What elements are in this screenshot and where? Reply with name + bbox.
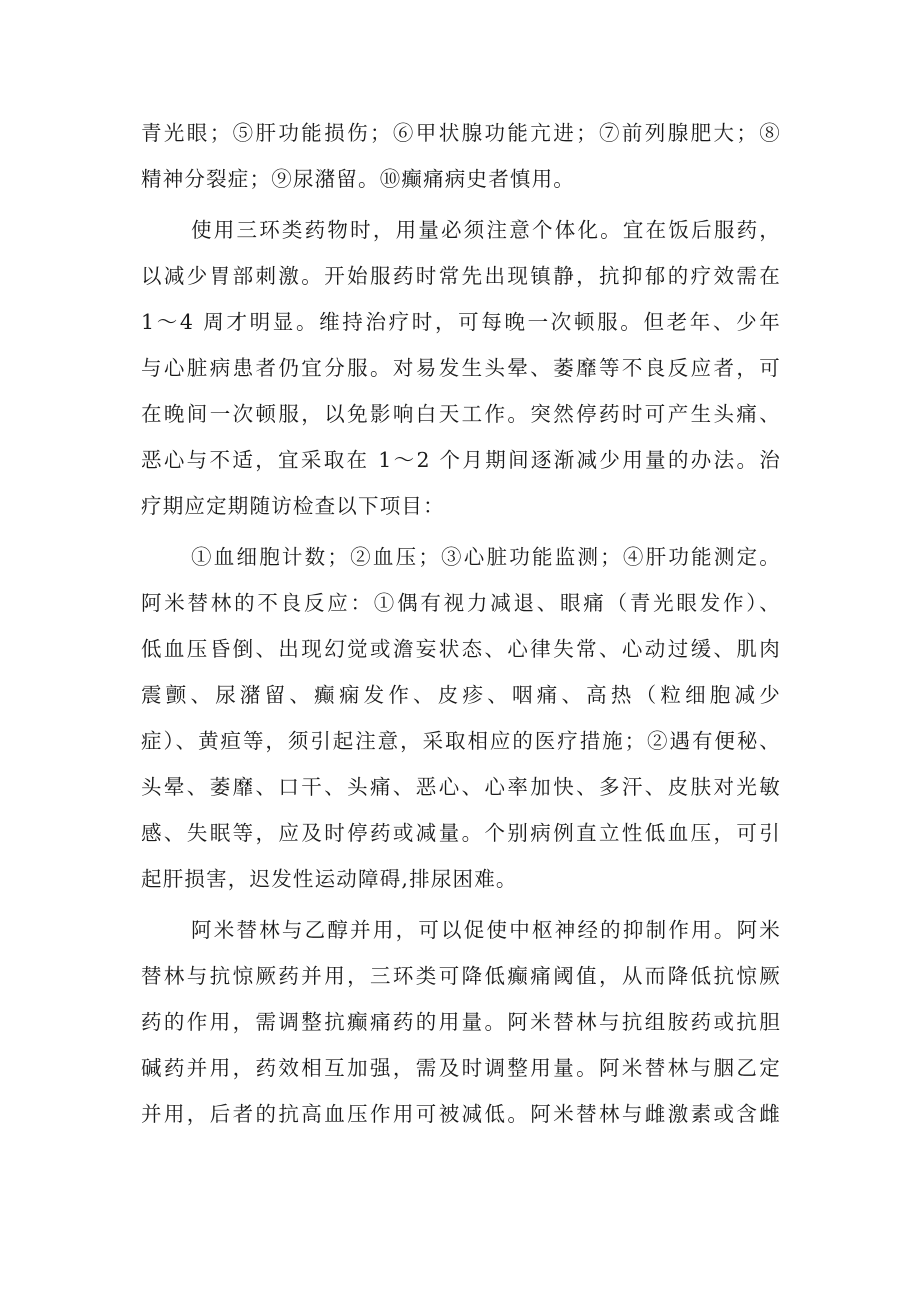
text-line: 青光眼；⑤肝功能损伤；⑥甲状腺功能亢进；⑦前列腺肥大；⑧ xyxy=(141,121,781,145)
text-line: 替林与抗惊厥药并用，三环类可降低癫痛阈值，从而降低抗惊厥 xyxy=(141,964,781,988)
paragraph-first-line: 使用三环类药物时，用量必须注意个体化。宜在饭后服药， xyxy=(191,218,781,242)
text-line: 阿米替林的不良反应：①偶有视力减退、眼痛（青光眼发作）、 xyxy=(141,591,781,615)
text-line: 震颤、尿潴留、癫痫发作、皮疹、咽痛、高热（粒细胞减少 xyxy=(141,683,781,707)
text-line: 碱药并用，药效相互加强，需及时调整用量。阿米替林与胭乙定 xyxy=(141,1056,781,1080)
text-line: 起肝损害，迟发性运动障碍,排尿困难。 xyxy=(141,867,518,891)
text-line: 与心脏病患者仍宜分服。对易发生头晕、萎靡等不良反应者，可 xyxy=(141,356,781,380)
paragraph-first-line: ①血细胞计数；②血压；③心脏功能监测；④肝功能测定。 xyxy=(191,545,781,569)
text-line: 感、失眠等，应及时停药或减量。个别病例直立性低血压，可引 xyxy=(141,821,781,845)
text-line: 在晚间一次顿服，以免影响白天工作。突然停药时可产生头痛、 xyxy=(141,402,781,426)
text-line: 并用，后者的抗高血压作用可被减低。阿米替林与雌激素或含雌 xyxy=(141,1102,781,1126)
text-line: 疗期应定期随访检查以下项目： xyxy=(141,494,445,518)
text-line: 精神分裂症；⑨尿潴留。⑩癫痛病史者慎用。 xyxy=(141,167,575,191)
text-line: 恶心与不适，宜采取在 1～2 个月期间逐渐减少用量的办法。治 xyxy=(141,448,781,472)
text-line: 药的作用，需调整抗癫痛药的用量。阿米替林与抗组胺药或抗胆 xyxy=(141,1010,781,1034)
document-body xyxy=(141,110,781,1137)
text-line: 低血压昏倒、出现幻觉或澹妄状态、心律失常、心动过缓、肌肉 xyxy=(141,637,781,661)
text-line: 以减少胃部刺激。开始服药时常先出现镇静，抗抑郁的疗效需在 xyxy=(141,264,781,288)
text-line: 1～4 周才明显。维持治疗时，可每晚一次顿服。但老年、少年 xyxy=(141,310,781,334)
text-line: 症）、黄疸等，须引起注意，采取相应的医疗措施；②遇有便秘、 xyxy=(141,729,781,753)
text-line: 头晕、萎靡、口干、头痛、恶心、心率加快、多汗、皮肤对光敏 xyxy=(141,775,781,799)
paragraph-first-line: 阿米替林与乙醇并用，可以促使中枢神经的抑制作用。阿米 xyxy=(191,918,781,942)
